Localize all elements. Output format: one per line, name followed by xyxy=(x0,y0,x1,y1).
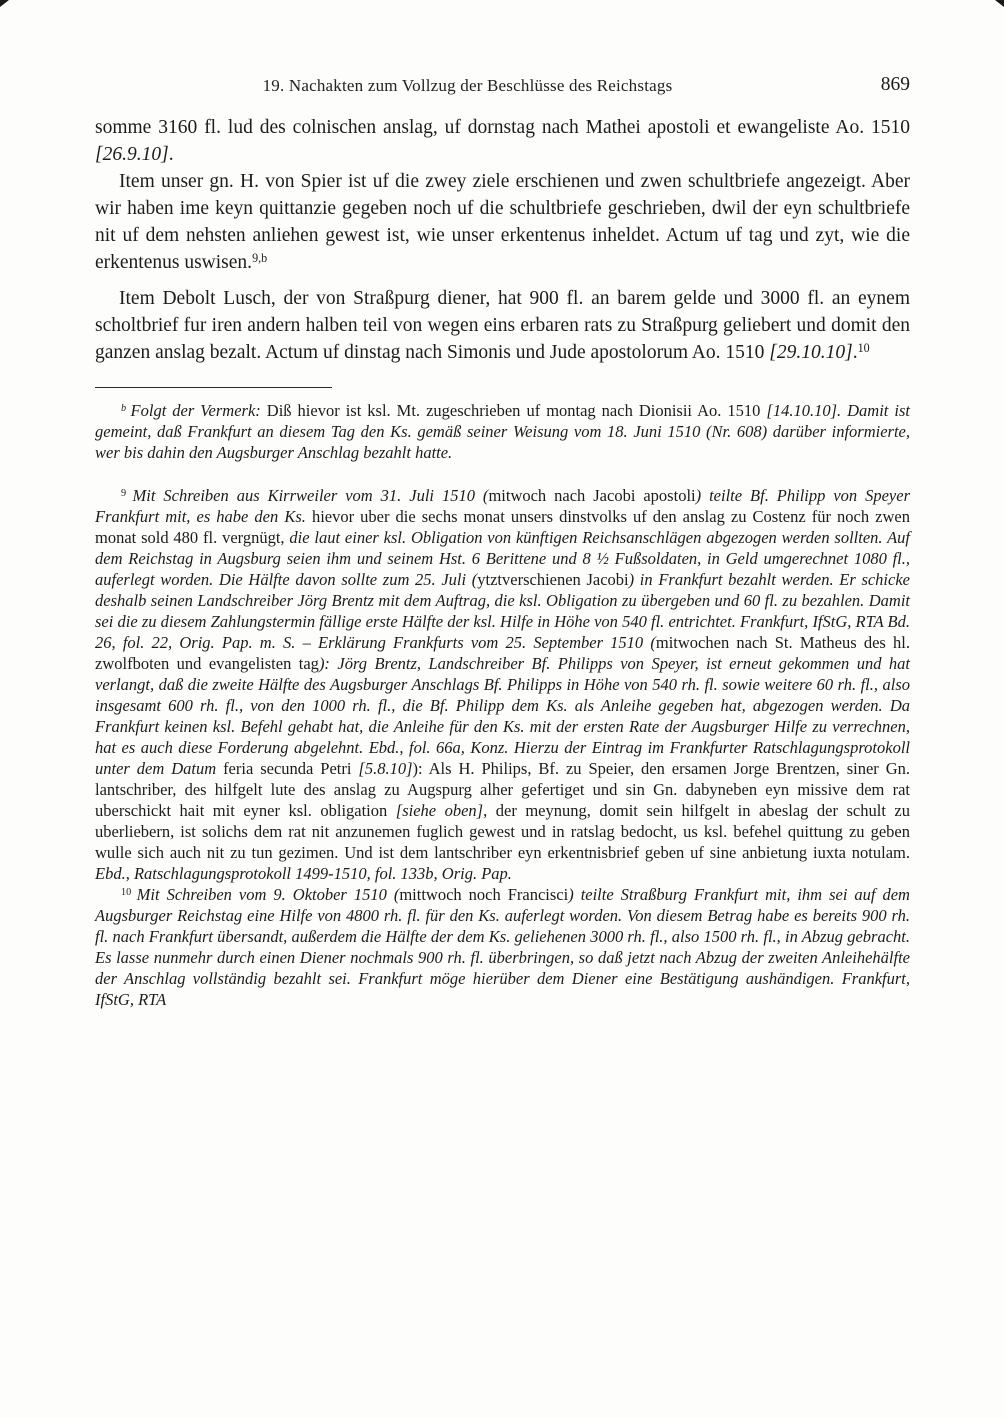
footnote-10: $^{10}$ Mit Schreiben vom 9. Oktober 1510 (mittwoch noch Francisci) teilte Straßburg Frankfurt mit, ihm sei auf dem Augsburger Reichstag eine Hilfe von 4800 rh. fl. für den Ks. auferlegt worden. Von diesem Betrag habe es bereits 900 rh. fl. nach Frankfurt übersandt, außerdem die Hälfte der dem Ks. geliehenen 3000 rh. fl., also 1500 rh. fl., in Abzug gebracht. Es lasse nunmehr durch einen Diener nochmals 900 rh. fl. überbringen, so daß jetzt nach Abzug der zweiten Anleihehälfte der Anschlag vollständig bezahlt sei. Frankfurt möge hierüber dem Diener eine Bestätigung aushändigen. Frankfurt, IfStG, RTA xyxy=(95,885,910,1009)
footnote-9: $^9$ Mit Schreiben aus Kirrweiler vom 31. Juli 1510 (mitwoch nach Jacobi apostoli) teilte Bf. Philipp von Speyer Frankfurt mit, es habe den Ks. hievor uber die sechs monat unsers dinstvolks uf den anslag zu Costenz für noch zwen monat sold 480 fl. vergnügt, die laut einer ksl. Obligation von künftigen Reichsanschlägen abgezogen werden sollten. Auf dem Reichstag in Augsburg seien ihm und seinem Hst. 6 Berittene und 8 ½ Fußsoldaten, in Geld umgerechnet 1080 fl., auferlegt worden. Die Hälfte davon sollte zum 25. Juli (ytztverschienen Jacobi) in Frankfurt bezahlt werden. Er schicke deshalb seinen Landschreiber Jörg Brentz mit dem Auftrag, die ksl. Obligation zu übergeben und 60 fl. zu bezahlen. Damit sei die zu diesem Zahlungstermin fällige erste Hälfte der ksl. Hilfe in Höhe von 540 fl. entrichtet. Frankfurt, IfStG, RTA Bd. 26, fol. 22, Orig. Pap. m. S. – Erklärung Frankfurts vom 25. September 1510 (mitwochen nach St. Matheus des hl. zwolfboten und evangelisten tag): Jörg Brentz, Landschreiber Bf. Philipps von Speyer, ist erneut gekommen und hat verlangt, daß die zweite Hälfte des Augsburger Anschlags Bf. Philipps in Höhe von 540 rh. fl. sowie weitere 60 rh. fl., also insgesamt 600 rh. fl., von den 1000 rh. fl., die Bf. Philipp dem Ks. als Anleihe gegeben hat, abgezogen werden. Da Frankfurt keinen ksl. Befehl gehabt hat, die Anleihe für den Ks. mit der ersten Rate der Augsburger Hilfe zu verrechnen, hat es auch diese Forderung abgelehnt. Ebd., fol. 66a, Konz. Hierzu der Eintrag im Frankfurter Ratschlagungsprotokoll unter dem Datum feria secunda Petri [5.8.10]): Als H. Philips, Bf. zu Speier, den ersamen Jorge Brentzen, siner Gn. lantschriber, des hilfgelt lute des anslag zu Augspurg alher gefertiget und sin Gn. dabyneben eyn missive dem rat uberschickt hait mit eyner ksl. obligation [siehe oben], der meynung, domit sein hilfgelt in abeslag der schult zu uberliebern, ist solichs dem rat nit anzunemen fuglich gewest und in ratslag bedocht, us ksl. befehel quittung zu geben wulle sich auch nit zu tun gezimen. Und ist dem lantschriber eyn erkentnisbrief geben uf sine anbietung iuxta notulam. Ebd., Ratschlagungsprotokoll 1499-1510, fol. 133b, Orig. Pap. xyxy=(95,486,911,883)
scan-artifact xyxy=(995,0,1004,7)
paragraph-continuation: somme 3160 fl. lud des colnischen anslag, uf dornstag nach Mathei apostoli et ewangeliste Ao. 1510 [26.9.10]. xyxy=(95,117,910,165)
paragraph-item-spier: Item unser gn. H. von Spier ist uf die zwey ziele erschienen und zwen schultbriefe angezeigt. Aber wir haben ime keyn quittanzie gegeben noch uf die schultbriefe geschrieben, dwil der eyn schultbriefe nit uf dem nehsten anliehen gewest ist, wie unser erkentenus inheldet. Actum uf tag und zyt, wie die erkentenus uswisen.$^{9,b}$ xyxy=(95,171,910,273)
main-text xyxy=(95,114,910,366)
footnote-b: $^b$ Folgt der Vermerk: Diß hievor ist ksl. Mt. zugeschrieben uf montag nach Dionisii Ao. 1510 [14.10.10]. Damit ist gemeint, daß Frankfurt an diesem Tag den Ks. gemäß seiner Weisung vom 18. Juni 1510 (Nr. 608) darüber informierte, wer bis dahin den Augsburger Anschlag bezahlt hatte. xyxy=(95,401,910,462)
footnotes-section xyxy=(95,400,910,1010)
paragraph-item-lusch: Item Debolt Lusch, der von Straßpurg diener, hat 900 fl. an barem gelde und 3000 fl. an eynem scholtbrief fur iren andern halben teil von wegen eins erbaren rats zu Straßpurg geliebert und domit den ganzen anslag bezalt. Actum uf dinstag nach Simonis und Jude apostolorum Ao. 1510 [29.10.10].$^{10}$ xyxy=(95,288,910,363)
running-header xyxy=(95,76,910,100)
scan-artifact xyxy=(0,0,9,7)
page-number: 869 xyxy=(880,74,910,95)
footnote-separator xyxy=(95,387,332,388)
header-title: 19. Nachakten zum Vollzug der Beschlüsse des Reichstags xyxy=(262,76,673,95)
